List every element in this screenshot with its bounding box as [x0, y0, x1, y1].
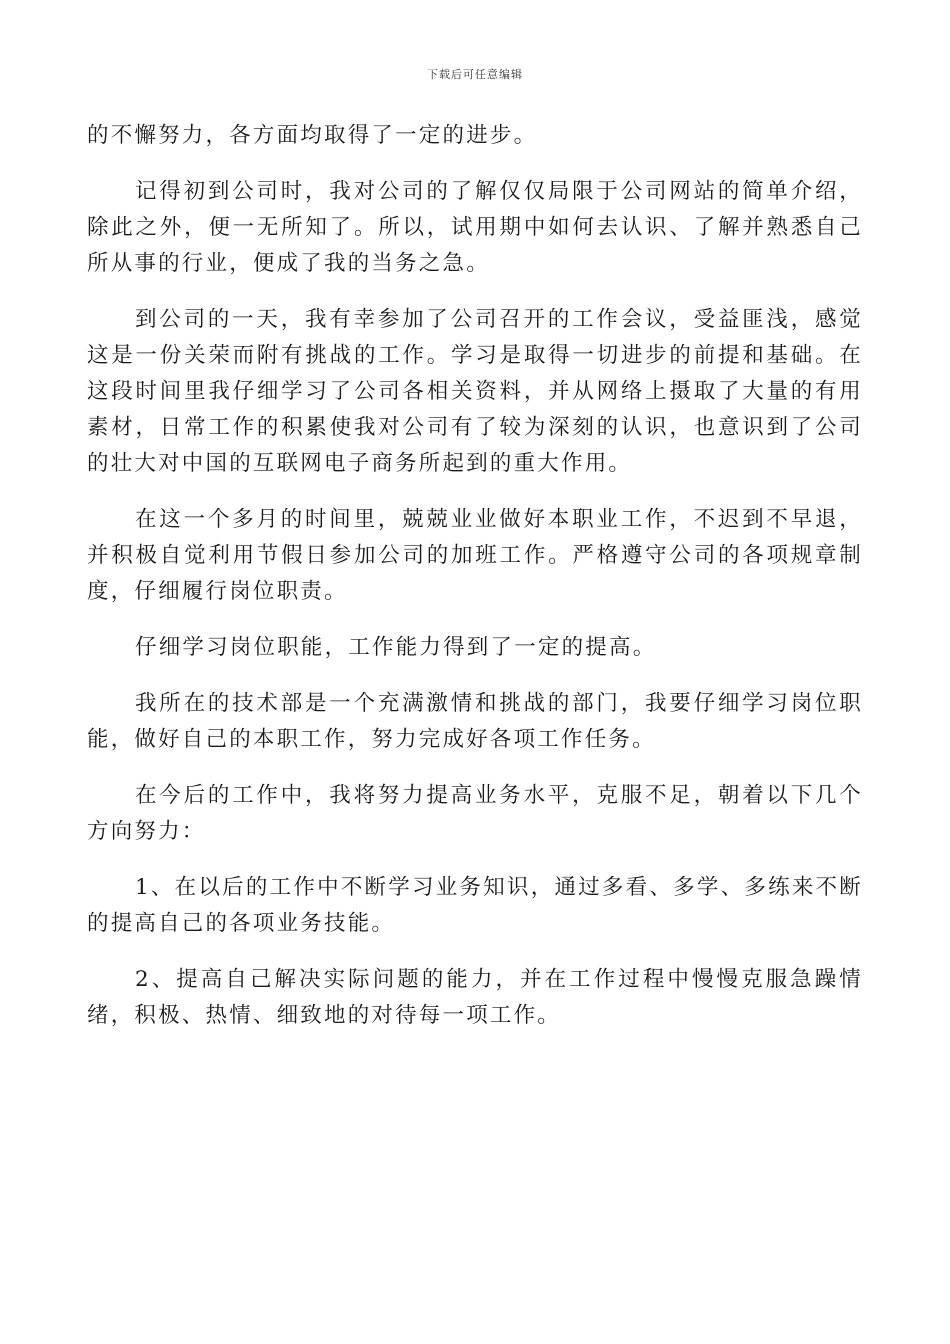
paragraph-goal-2: 2、提高自己解决实际问题的能力，并在工作过程中慢慢克服急躁情绪，积极、热情、细致地的对待每一项工作。: [87, 967, 863, 1028]
paragraph-meeting-and-learning: 到公司的一天，我有幸参加了公司召开的工作会议，受益匪浅，感觉这是一份关荣而附有挑战的工作。学习是取得一切进步的前提和基础。在这段时间里我仔细学习了公司各相关资料，并从网络上摄取了大量的有用素材，日常工作的积累使我对公司有了较为深刻的认识，也意识到了公司的壮大对中国的互联网电子商务所起到的重大作用。: [87, 307, 863, 476]
paragraph-diligence: 在这一个多月的时间里，兢兢业业做好本职业工作，不迟到不早退，并积极自觉利用节假日参加公司的加班工作。严格遵守公司的各项规章制度，仔细履行岗位职责。: [87, 507, 863, 604]
document-body: [87, 118, 863, 1054]
paragraph-tech-department: 我所在的技术部是一个充满激情和挑战的部门，我要仔细学习岗位职能，做好自己的本职工作，努力完成好各项工作任务。: [87, 691, 863, 752]
paragraph-ability-improvement: 仔细学习岗位职能，工作能力得到了一定的提高。: [135, 635, 657, 660]
paragraph-continuation: 的不懈努力，各方面均取得了一定的进步。: [87, 123, 538, 148]
paragraph-future-directions: 在今后的工作中，我将努力提高业务水平，克服不足，朝着以下几个方向努力：: [87, 783, 863, 844]
header-note: 下载后可任意编辑: [427, 68, 523, 81]
paragraph-first-impression: 记得初到公司时，我对公司的了解仅仅局限于公司网站的简单介绍，除此之外，便一无所知了。所以，试用期中如何去认识、了解并熟悉自己所从事的行业，便成了我的当务之急。: [87, 179, 863, 276]
paragraph-goal-1: 1、在以后的工作中不断学习业务知识，通过多看、多学、多练来不断的提高自己的各项业务技能。: [87, 875, 863, 936]
